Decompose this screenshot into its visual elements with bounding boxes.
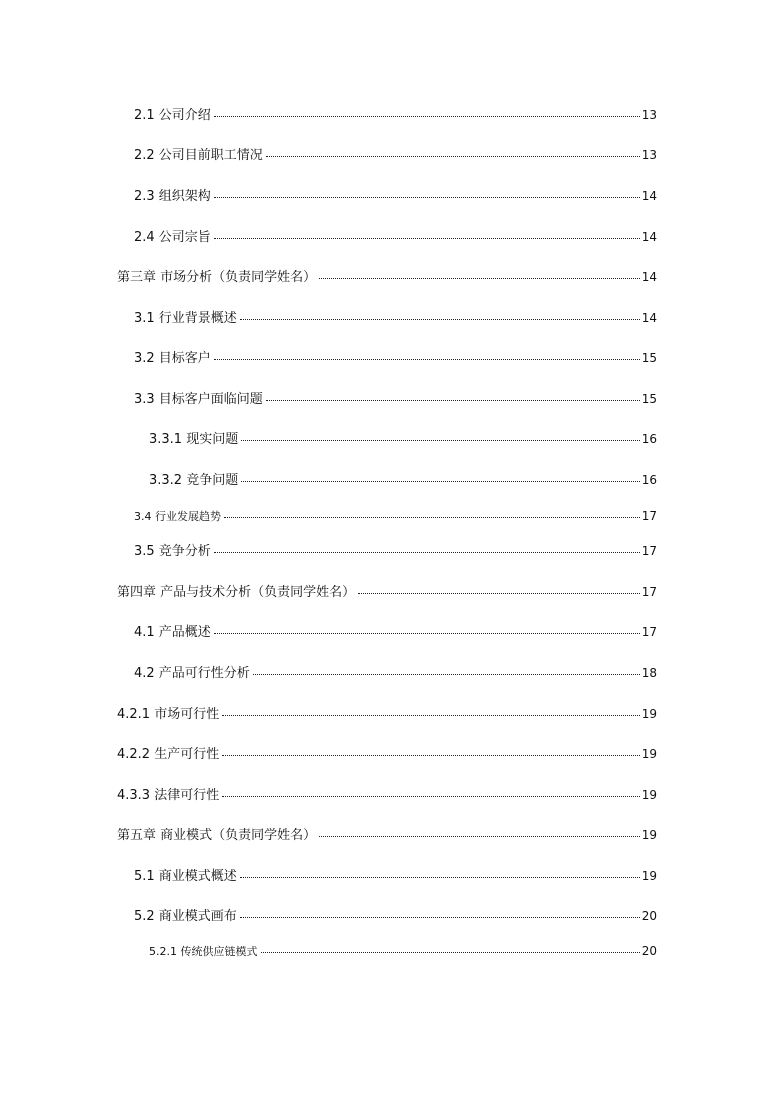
toc-leader-dots: [241, 480, 640, 482]
toc-leader-dots: [266, 155, 640, 157]
toc-page-number: 14: [641, 270, 657, 284]
toc-page-number: 19: [641, 747, 657, 761]
toc-leader-dots: [241, 439, 640, 441]
toc-page-number: 19: [641, 788, 657, 802]
toc-entry-label: 4.3.3 法律可行性: [117, 788, 220, 803]
toc-leader-dots: [214, 358, 640, 360]
toc-subentry[interactable]: [117, 787, 657, 804]
toc-entry[interactable]: [134, 868, 657, 885]
toc-entry-label: 3.3.1 现实问题: [149, 432, 239, 447]
toc-entry-label: 5.1 商业模式概述: [134, 869, 237, 884]
toc-leader-dots: [253, 673, 640, 675]
toc-entry-label: 4.2.1 市场可行性: [117, 707, 220, 722]
toc-leader-dots: [358, 592, 640, 594]
toc-chapter-entry[interactable]: [117, 827, 657, 844]
toc-page-number: 17: [641, 544, 657, 558]
toc-leader-dots: [222, 795, 640, 797]
toc-subentry[interactable]: [149, 431, 657, 448]
toc-page-number: 16: [641, 432, 657, 446]
toc-leader-dots: [214, 237, 640, 239]
toc-subentry[interactable]: [117, 706, 657, 723]
toc-entry-label: 3.4 行业发展趋势: [134, 510, 221, 523]
toc-entry[interactable]: [134, 391, 657, 408]
toc-entry[interactable]: [134, 665, 657, 682]
toc-leader-dots: [222, 714, 640, 716]
toc-leader-dots: [214, 196, 640, 198]
toc-entry[interactable]: [134, 229, 657, 246]
toc-page-number: 14: [641, 189, 657, 203]
toc-chapter-entry[interactable]: [117, 269, 657, 286]
toc-entry-label: 第五章 商业模式（负责同学姓名）: [117, 828, 317, 843]
toc-entry-label: 3.1 行业背景概述: [134, 311, 237, 326]
toc-page-number: 17: [641, 585, 657, 599]
toc-entry[interactable]: [134, 350, 657, 367]
toc-page-number: 19: [641, 869, 657, 883]
toc-page-number: 14: [641, 230, 657, 244]
toc-leader-dots: [214, 632, 640, 634]
toc-entry-label: 2.3 组织架构: [134, 189, 211, 204]
toc-entry-label: 2.1 公司介绍: [134, 108, 211, 123]
toc-entry-label: 2.4 公司宗旨: [134, 230, 211, 245]
toc-leader-dots: [222, 754, 640, 756]
toc-entry[interactable]: [134, 624, 657, 641]
toc-entry-label: 3.2 目标客户: [134, 351, 211, 366]
toc-page-number: 18: [641, 666, 657, 680]
toc-leader-dots: [266, 399, 640, 401]
toc-page-number: 19: [641, 828, 657, 842]
toc-page-number: 20: [641, 944, 657, 958]
toc-page-number: 15: [641, 392, 657, 406]
toc-entry[interactable]: [134, 908, 657, 925]
toc-chapter-entry[interactable]: [117, 584, 657, 601]
toc-entry[interactable]: [134, 543, 657, 560]
toc-entry-label: 3.3 目标客户面临问题: [134, 392, 263, 407]
toc-subentry[interactable]: [149, 472, 657, 489]
toc-page-number: 17: [641, 509, 657, 523]
toc-page-number: 17: [641, 625, 657, 639]
toc-entry[interactable]: [134, 147, 657, 164]
toc-entry-label: 2.2 公司目前职工情况: [134, 148, 263, 163]
toc-page-number: 13: [641, 148, 657, 162]
toc-entry-label: 5.2 商业模式画布: [134, 909, 237, 924]
toc-leader-dots: [240, 318, 640, 320]
toc-leader-dots: [240, 876, 640, 878]
toc-leader-dots: [214, 115, 640, 117]
toc-entry-label: 4.1 产品概述: [134, 625, 211, 640]
toc-entry[interactable]: [134, 310, 657, 327]
toc-leader-dots: [261, 951, 640, 953]
toc-subentry[interactable]: [117, 746, 657, 763]
toc-page-number: 20: [641, 909, 657, 923]
toc-page-number: 16: [641, 473, 657, 487]
toc-entry[interactable]: [134, 508, 657, 525]
toc-subentry[interactable]: [149, 943, 657, 960]
toc-entry-label: 5.2.1 传统供应链模式: [149, 945, 258, 958]
toc-leader-dots: [319, 277, 640, 279]
toc-entry-label: 4.2.2 生产可行性: [117, 747, 220, 762]
toc-leader-dots: [319, 835, 640, 837]
toc-leader-dots: [240, 916, 640, 918]
toc-entry-label: 4.2 产品可行性分析: [134, 666, 250, 681]
toc-entry-label: 第四章 产品与技术分析（负责同学姓名）: [117, 585, 356, 600]
toc-leader-dots: [224, 516, 640, 518]
toc-page-number: 14: [641, 311, 657, 325]
toc-page-number: 15: [641, 351, 657, 365]
toc-entry-label: 第三章 市场分析（负责同学姓名）: [117, 270, 317, 285]
toc-page-number: 19: [641, 707, 657, 721]
toc-page-number: 13: [641, 108, 657, 122]
toc-entry[interactable]: [134, 188, 657, 205]
toc-entry-label: 3.5 竞争分析: [134, 544, 211, 559]
toc-entry[interactable]: [134, 107, 657, 124]
toc-leader-dots: [214, 551, 640, 553]
toc-entry-label: 3.3.2 竞争问题: [149, 473, 239, 488]
